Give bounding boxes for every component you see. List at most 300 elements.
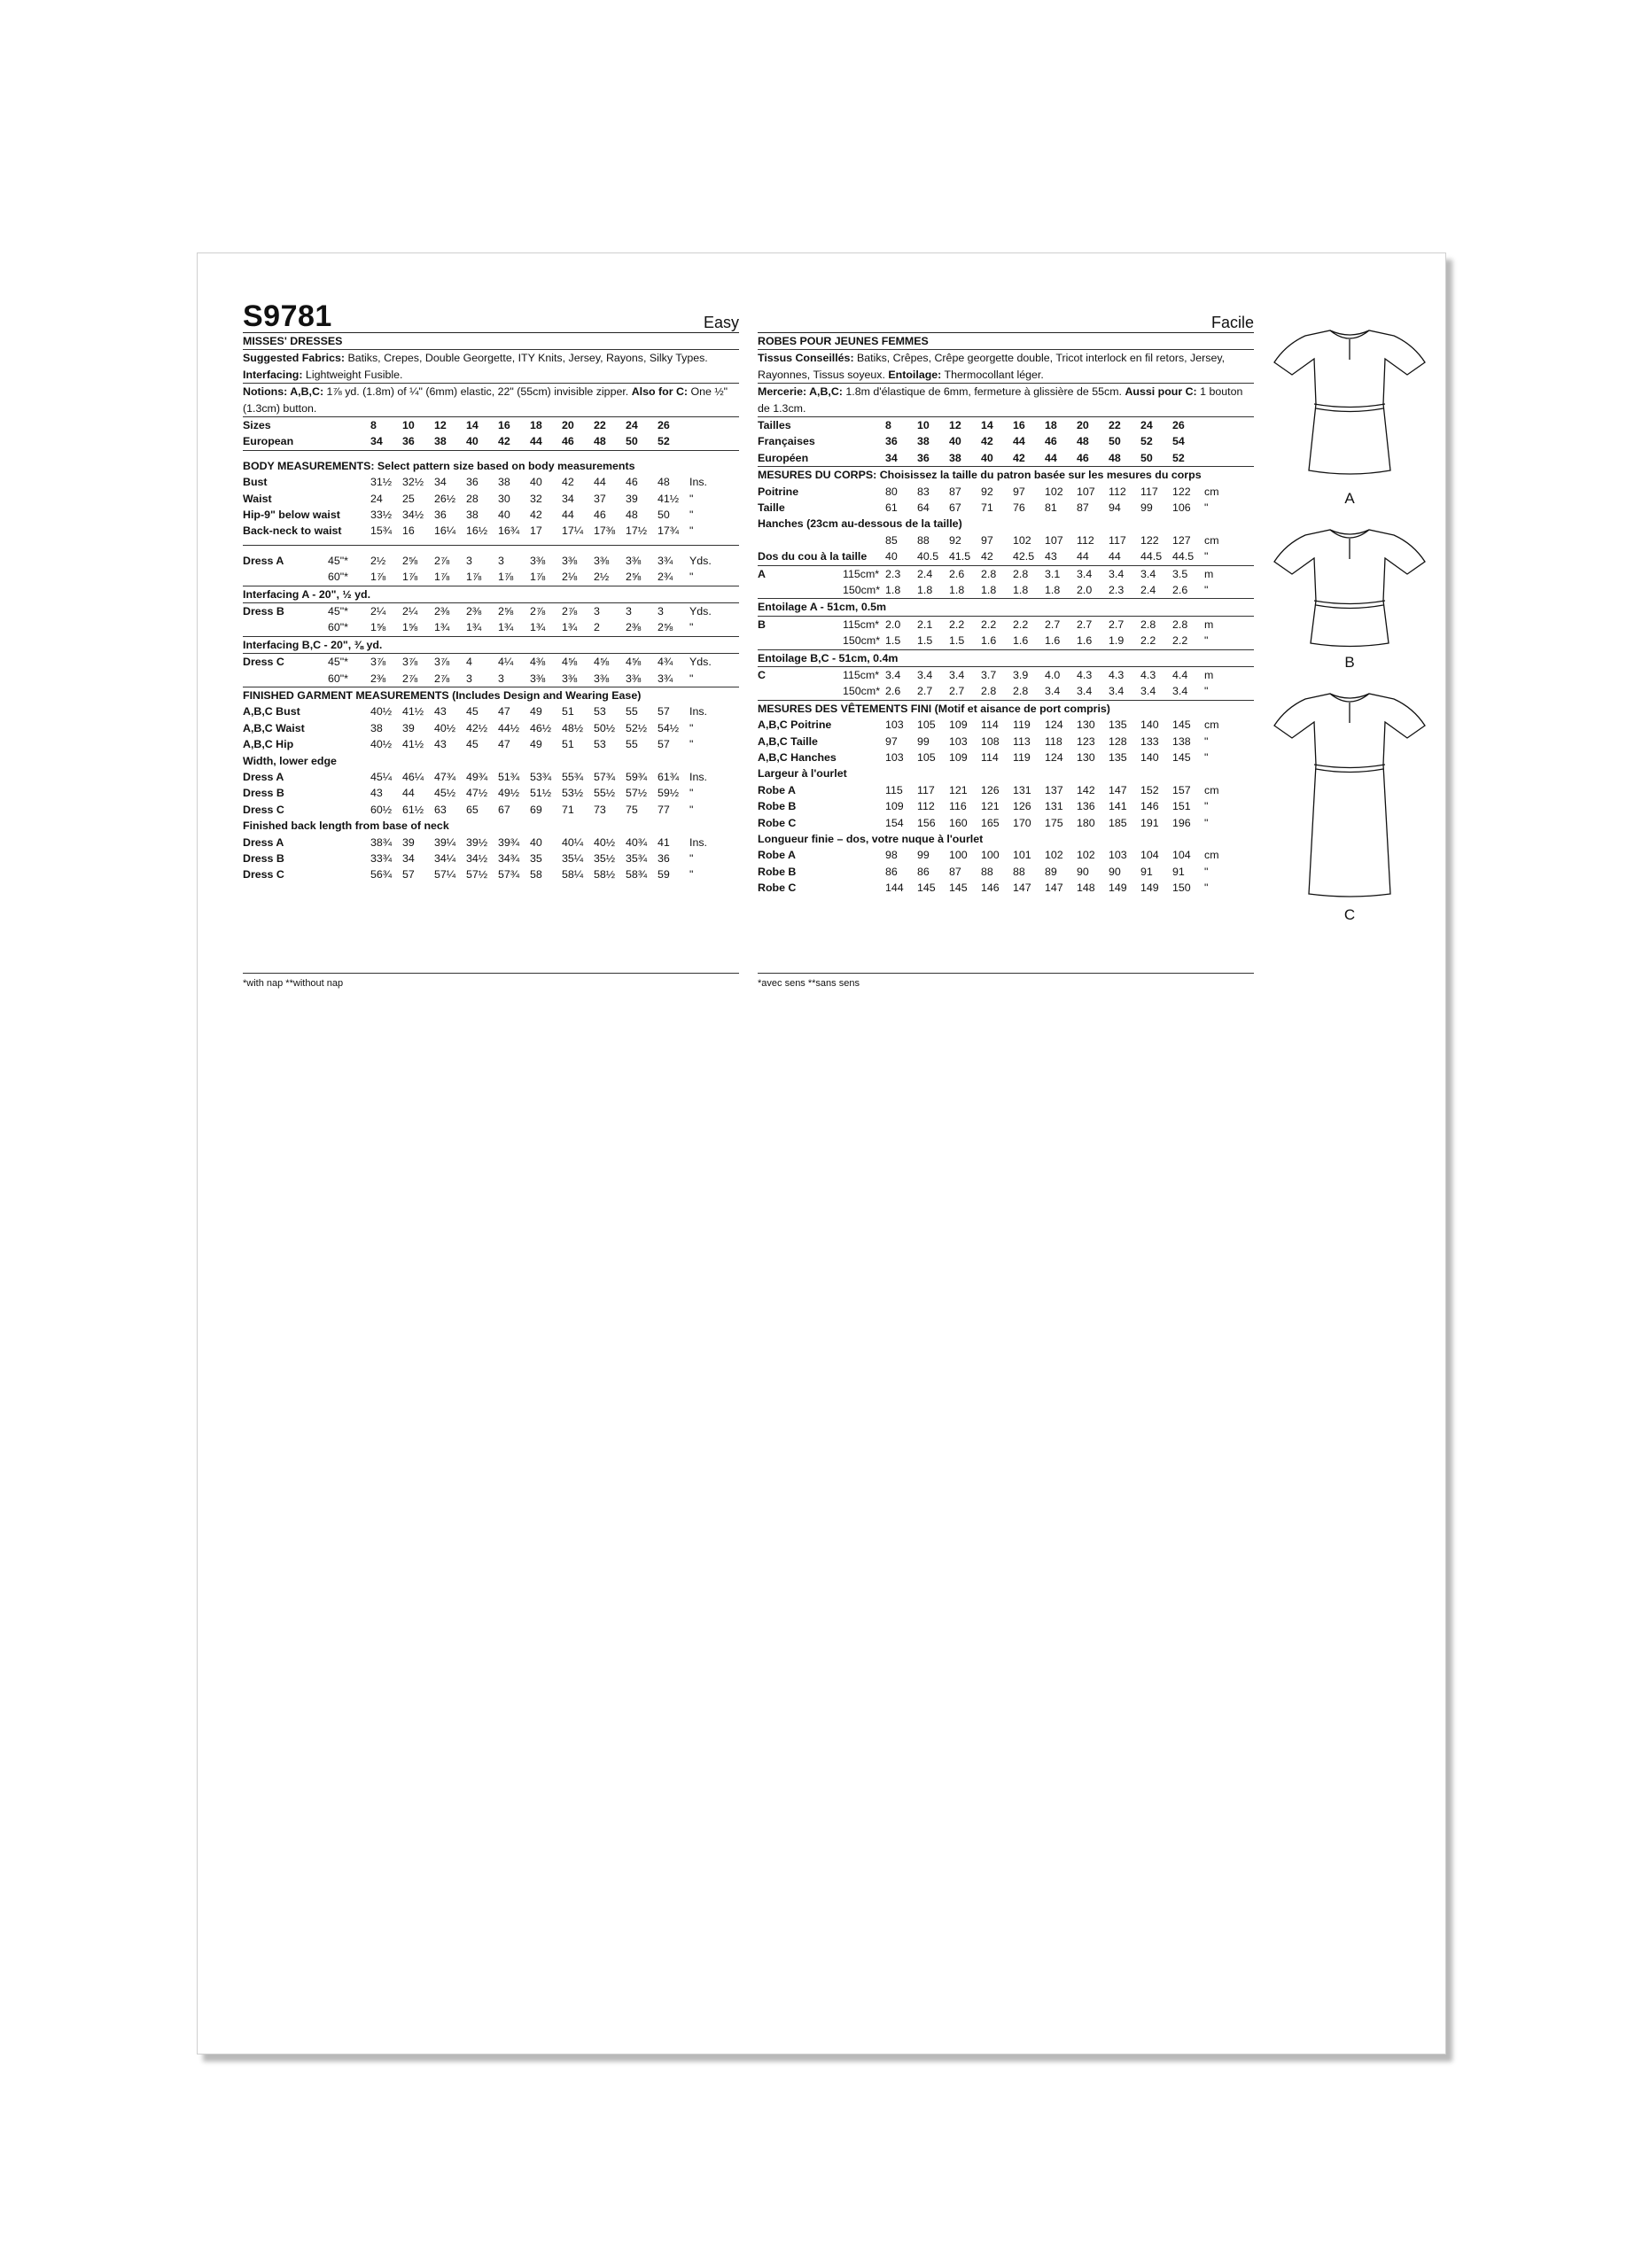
value-cell: 42 [981,435,993,448]
width-cell: 45"* [328,554,349,567]
width-cell: 115cm* [843,668,880,681]
header-en [243,299,739,333]
value-cell: 4 [466,656,472,669]
interfacing-text-en: Lightweight Fusible. [305,368,403,381]
value-cell: 196 [1172,816,1191,829]
value-cell: 40½ [434,721,456,734]
value-cell: 40½ [370,705,393,718]
length-heading-fr: Longueur finie – dos, votre nuque à l'ourlet [758,832,984,845]
table-row [758,880,1254,896]
value-cell: 99 [917,849,930,862]
dress-c-flat-icon [1261,683,1438,905]
unit-cell: " [1204,583,1209,596]
value-cell: 185 [1109,816,1127,829]
value-cell: 3⅞ [434,656,450,669]
width-cell: 60"* [328,571,349,584]
value-cell: 3⅞ [370,656,386,669]
value-cell: 3⅜ [562,554,578,567]
table-row [758,798,1254,814]
value-cell: 165 [981,816,1000,829]
value-cell: 32 [530,492,542,505]
row-label: Françaises [758,435,815,448]
value-cell: 135 [1109,750,1127,764]
table-row [243,569,739,585]
value-cell: 49½ [498,787,520,800]
value-cell: 2.8 [1140,617,1156,631]
value-cell: 34¾ [498,851,520,865]
notions-c-text-en: One ½" (1.3cm) button. [243,385,728,415]
value-cell: 57¾ [498,868,520,882]
value-cell: 46 [1045,435,1057,448]
value-cell: 63 [434,803,447,816]
unit-cell: m [1204,668,1214,681]
row-label: Robe A [758,849,796,862]
value-cell: 57½ [466,868,488,882]
row-label: Robe B [758,800,797,813]
value-cell: 142 [1077,783,1095,796]
value-cell: 46 [562,435,574,448]
table-row [243,417,739,433]
value-cell: 59½ [658,787,680,800]
value-cell: 17¼ [562,524,584,538]
width-cell: 150cm* [843,685,881,698]
value-cell: 35½ [594,851,616,865]
unit-cell: " [689,492,694,505]
value-cell: 58¾ [626,868,648,882]
table-row [243,671,739,687]
value-cell: 147 [1045,882,1063,895]
row-label: Dress A [243,554,284,567]
value-cell: 48½ [562,721,584,734]
unit-cell: " [1204,501,1209,514]
value-cell: 97 [981,533,993,547]
value-cell: 48 [1077,435,1089,448]
value-cell: 2⅞ [402,672,418,685]
value-cell: 38 [466,509,479,521]
value-cell: 138 [1172,734,1191,748]
value-cell: 116 [949,800,967,813]
value-cell: 40¾ [626,835,648,849]
value-cell: 2.2 [981,617,997,631]
value-cell: 40½ [370,738,393,751]
value-cell: 4⅝ [626,656,642,669]
value-cell: 107 [1077,485,1095,498]
value-cell: 50 [1140,451,1153,464]
value-cell: 2.3 [1109,583,1125,596]
value-cell: 34 [434,476,447,489]
footnote-en: *with nap **without nap [243,973,739,990]
title-en: MISSES' DRESSES [243,333,739,350]
finished-table-en [243,703,739,752]
value-cell: 88 [1013,865,1025,878]
value-cell: 117 [917,783,935,796]
difficulty-fr: Facile [1210,314,1254,331]
value-cell: 2.6 [885,685,901,698]
value-cell: 3⅜ [594,554,610,567]
row-label: Waist [243,492,272,505]
fabrics-text-en: Batiks, Crepes, Double Georgette, ITY Knits, Jersey, Rayons, Silky Types. [347,352,708,365]
notions-label-fr: Mercerie: A,B,C: [758,385,843,399]
french-column [758,299,1254,896]
value-cell: 39 [402,835,415,849]
value-cell: 36 [466,476,479,489]
value-cell: 41½ [402,738,424,751]
value-cell: 97 [885,734,898,748]
value-cell: 2.8 [981,685,997,698]
entoilage-label-fr: Entoilage: [888,368,942,381]
value-cell: 3.1 [1045,567,1061,580]
value-cell: 149 [1109,882,1127,895]
value-cell: 119 [1013,718,1031,732]
hanches-heading-fr: Hanches (23cm au-dessous de la taille) [758,517,962,531]
row-label: A [758,567,766,580]
english-column [243,299,739,883]
row-label: Taille [758,501,785,514]
value-cell: 16 [498,419,510,432]
value-cell: 20 [562,419,574,432]
value-cell: 48 [658,476,670,489]
value-cell: 3.4 [1109,567,1125,580]
value-cell: 46 [626,476,638,489]
length-heading-en: Finished back length from base of neck [243,819,449,833]
row-label: C [758,668,766,681]
value-cell: 18 [530,419,542,432]
value-cell: 45 [466,705,479,718]
value-cell: 45 [466,738,479,751]
table-row [243,507,739,523]
value-cell: 40 [530,476,542,489]
value-cell: 4.3 [1109,668,1125,681]
value-cell: 36 [917,451,930,464]
value-cell: 40 [885,550,898,563]
table-row [758,717,1254,733]
value-cell: 53¾ [530,770,552,783]
row-label: Dress B [243,787,284,800]
value-cell: 10 [917,419,930,432]
value-cell: 91 [1172,865,1185,878]
value-cell: 17¾ [658,524,680,538]
value-cell: 38 [370,721,383,734]
value-cell: 44½ [498,721,520,734]
unit-cell: m [1204,567,1214,580]
value-cell: 3.4 [1045,685,1061,698]
value-cell: 67 [498,803,510,816]
fabrics-text-fr: Batiks, Crêpes, Crêpe georgette double, Tricot interlock en fil retors, Jersey, Rayonnes, Tissus soyeux. [758,352,1226,381]
table-row [243,802,739,818]
value-cell: 2.1 [917,617,933,631]
value-cell: 1¾ [530,621,546,634]
row-label: Européen [758,451,809,464]
value-cell: 1⅝ [370,621,386,634]
value-cell: 157 [1172,783,1191,796]
value-cell: 91 [1140,865,1153,878]
table-row [243,785,739,801]
value-cell: 2.2 [1140,634,1156,648]
value-cell: 4⅝ [594,656,610,669]
value-cell: 16½ [466,524,488,538]
footnote-fr: *avec sens **sans sens [758,973,1254,990]
unit-cell: " [1204,882,1209,895]
value-cell: 170 [1013,816,1031,829]
value-cell: 2.7 [1109,617,1125,631]
value-cell: 17½ [626,524,648,538]
value-cell: 3⅜ [530,672,546,685]
yardage-table-en [243,553,739,687]
header-fr [758,299,1254,333]
row-label [758,683,843,699]
value-cell: 1.8 [949,583,965,596]
value-cell: 4.4 [1172,668,1188,681]
value-cell: 133 [1140,734,1159,748]
value-cell: 3 [466,554,472,567]
table-row [758,417,1254,433]
value-cell: 3.4 [885,668,901,681]
value-cell: 121 [981,800,1000,813]
value-cell: 32½ [402,476,424,489]
table-row [243,866,739,882]
value-cell: 57¾ [594,770,616,783]
value-cell: 34 [370,435,383,448]
value-cell: 50½ [594,721,616,734]
table-row [243,769,739,785]
unit-cell: cm [1204,533,1219,547]
value-cell: 57½ [626,787,648,800]
value-cell: 35¾ [626,851,648,865]
value-cell: 3⅜ [594,672,610,685]
value-cell: 152 [1140,783,1159,796]
row-label: Dress C [243,803,284,816]
unit-cell: " [689,524,694,538]
value-cell: 20 [1077,419,1089,432]
value-cell: 136 [1077,800,1095,813]
value-cell: 38 [498,476,510,489]
value-cell: 36 [658,851,670,865]
value-cell: 39¼ [434,835,456,849]
row-label [243,569,328,585]
value-cell: 22 [594,419,606,432]
value-cell: 86 [917,865,930,878]
value-cell: 149 [1140,882,1159,895]
value-cell: 17 [530,524,542,538]
value-cell: 59 [658,868,670,882]
unit-cell: Ins. [689,476,707,489]
table-row [758,548,1254,564]
table-row [243,850,739,866]
value-cell: 103 [885,750,904,764]
value-cell: 191 [1140,816,1159,829]
width-cell: 60"* [328,621,349,634]
pattern-envelope-back [197,252,1446,2054]
value-cell: 3⅜ [626,672,642,685]
value-cell: 2½ [594,571,610,584]
value-cell: 49 [530,738,542,751]
value-cell: 38 [949,451,961,464]
value-cell: 4¼ [498,656,514,669]
value-cell: 103 [949,734,968,748]
value-cell: 44 [1077,550,1089,563]
row-label: Hip-9" below waist [243,509,340,521]
value-cell: 38 [917,435,930,448]
value-cell: 3⅜ [626,554,642,567]
value-cell: 2.7 [917,685,933,698]
value-cell: 3¾ [658,672,673,685]
table-row [758,683,1254,699]
value-cell: 3.4 [1140,567,1156,580]
value-cell: 17⅜ [594,524,616,538]
value-cell: 103 [1109,849,1127,862]
value-cell: 41.5 [949,550,971,563]
row-label: Dress C [243,656,284,669]
value-cell: 2.2 [1013,617,1029,631]
value-cell: 87 [1077,501,1089,514]
row-label: A,B,C Hip [243,738,294,751]
value-cell: 80 [885,485,898,498]
value-cell: 89 [1045,865,1057,878]
value-cell: 77 [658,803,670,816]
table-row [758,864,1254,880]
value-cell: 140 [1140,750,1159,764]
value-cell: 2⅜ [626,621,642,634]
value-cell: 51½ [530,787,552,800]
value-cell: 38 [434,435,447,448]
value-cell: 57 [658,705,670,718]
value-cell: 3¾ [658,554,673,567]
value-cell: 1⅞ [530,571,546,584]
value-cell: 2.7 [949,685,965,698]
value-cell: 39½ [466,835,488,849]
value-cell: 43 [1045,550,1057,563]
unit-cell: " [689,721,694,734]
hanches-row-fr [758,532,1254,548]
finished-heading-fr: MESURES DES VÊTEMENTS FINI (Motif et aisance de port compris) [758,702,1110,715]
value-cell: 114 [981,718,999,732]
value-cell: 146 [981,882,1000,895]
value-cell: 71 [562,803,574,816]
dress-a-flat-icon [1261,320,1438,488]
value-cell: 4.0 [1045,668,1061,681]
value-cell: 12 [949,419,961,432]
unit-cell: " [689,851,694,865]
row-label [243,671,328,687]
value-cell: 135 [1109,718,1127,732]
value-cell: 40 [498,509,510,521]
value-cell: 54 [1172,435,1185,448]
value-cell: 2.2 [949,617,965,631]
value-cell: 33½ [370,509,393,521]
value-cell: 40 [530,835,542,849]
value-cell: 130 [1077,718,1095,732]
pattern-code: S9781 [243,299,332,333]
value-cell: 3.4 [1140,685,1156,698]
table-row [758,484,1254,500]
value-cell: 2.2 [1172,634,1188,648]
value-cell: 2⅝ [626,571,642,584]
value-cell: 8 [370,419,377,432]
row-label: European [243,435,294,448]
value-cell: 156 [917,816,936,829]
value-cell: 2⅝ [402,554,418,567]
value-cell: 3 [594,604,600,617]
value-cell: 51 [562,738,574,751]
value-cell: 1.6 [1077,634,1093,648]
value-cell: 39 [626,492,638,505]
value-cell: 4⅜ [530,656,546,669]
unit-cell: " [1204,734,1209,748]
value-cell: 145 [917,882,936,895]
value-cell: 2⅞ [434,554,450,567]
value-cell: 51¾ [498,770,520,783]
value-cell: 3 [498,672,504,685]
unit-cell: Ins. [689,835,707,849]
value-cell: 86 [885,865,898,878]
table-row [758,734,1254,750]
value-cell: 154 [885,816,904,829]
value-cell: 40 [949,435,961,448]
value-cell: 1.8 [1013,583,1029,596]
value-cell: 2 [594,621,600,634]
value-cell: 52 [1140,435,1153,448]
unit-cell: Yds. [689,604,712,617]
value-cell: 118 [1045,734,1062,748]
value-cell: 2⅝ [658,621,673,634]
table-row [758,582,1254,598]
value-cell: 30 [498,492,510,505]
value-cell: 2.7 [1045,617,1061,631]
value-cell: 131 [1013,783,1031,796]
width-cell: 45"* [328,656,349,669]
value-cell: 104 [1140,849,1159,862]
row-label: Robe B [758,865,797,878]
finished-table-fr [758,717,1254,765]
value-cell: 18 [1045,419,1057,432]
value-cell: 65 [466,803,479,816]
value-cell: 2¼ [402,604,418,617]
table-row [758,450,1254,466]
value-cell: 40 [466,435,479,448]
value-cell: 14 [466,419,479,432]
view-c-label: C [1343,906,1356,923]
value-cell: 34 [885,451,898,464]
interfacing-note: Entoilage A - 51cm, 0.5m [758,599,1254,616]
unit-cell: " [1204,634,1209,648]
value-cell: 1¾ [498,621,514,634]
table-row [758,532,1254,548]
value-cell: 41½ [658,492,680,505]
unit-cell: " [689,672,694,685]
value-cell: 35¼ [562,851,584,865]
value-cell: 131 [1045,800,1063,813]
value-cell: 40.5 [917,550,939,563]
interfacing-note: Interfacing B,C - 20", ⅜ yd. [243,637,739,654]
width-cell: 115cm* [843,617,880,631]
unit-cell: " [689,738,694,751]
row-label: Poitrine [758,485,799,498]
value-cell: 107 [1045,533,1063,547]
value-cell: 53 [594,705,606,718]
value-cell: 67 [949,501,961,514]
fabrics-label-en: Suggested Fabrics: [243,352,345,365]
value-cell: 26 [1172,419,1185,432]
value-cell: 1⅞ [466,571,482,584]
value-cell: 1.6 [1045,634,1061,648]
value-cell: 50 [626,435,638,448]
unit-cell: " [1204,865,1209,878]
value-cell: 147 [1109,783,1127,796]
sizes-table-fr [758,417,1254,467]
body-heading-en: BODY MEASUREMENTS: Select pattern size based on body measurements [243,459,635,472]
value-cell: 2.4 [917,567,933,580]
value-cell: 48 [626,509,638,521]
